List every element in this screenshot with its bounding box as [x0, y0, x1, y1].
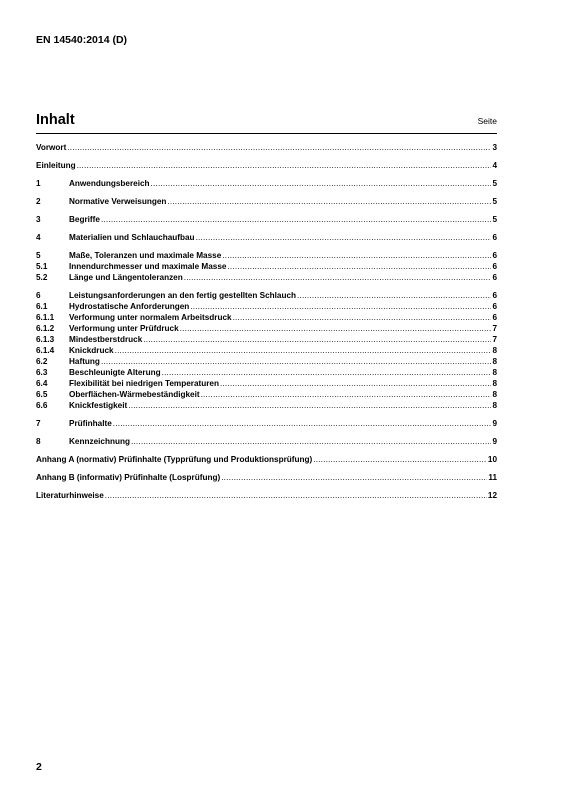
toc-entry[interactable] [36, 400, 497, 411]
toc-leader-dots [128, 400, 491, 411]
toc-entry-number: 7 [36, 419, 41, 428]
toc-entry[interactable] [36, 345, 497, 356]
toc-entry[interactable] [36, 261, 497, 272]
toc-entry-title: Mindestberstdruck [69, 335, 143, 344]
toc-entry-page: 6 [492, 262, 497, 271]
toc-leader-dots [151, 178, 492, 189]
toc-entry-page: 9 [492, 419, 497, 428]
toc-heading: Inhalt [36, 112, 75, 128]
toc-entry-page: 6 [492, 313, 497, 322]
toc-entry-number: 6.4 [36, 379, 48, 388]
toc-leader-dots [115, 345, 492, 356]
toc-entry[interactable] [36, 290, 497, 301]
toc-entry-number: 6.1.2 [36, 324, 55, 333]
toc-entry-title: Haftung [69, 357, 100, 366]
toc-entry[interactable] [36, 250, 497, 261]
toc-entry[interactable] [36, 334, 497, 345]
toc-entry-title: Knickfestigkeit [69, 401, 128, 410]
toc-entry-page: 8 [492, 368, 497, 377]
toc-leader-dots [222, 250, 491, 261]
toc-entry-page: 9 [492, 437, 497, 446]
toc-entry-page: 11 [488, 473, 497, 482]
table-of-contents [36, 142, 497, 501]
toc-entry[interactable] [36, 232, 497, 243]
toc-entry-page: 3 [492, 143, 497, 152]
toc-entry-title: Knickdruck [69, 346, 114, 355]
toc-entry-number: 6.2 [36, 357, 48, 366]
toc-entry-number: 6.1.4 [36, 346, 55, 355]
toc-leader-dots [227, 261, 491, 272]
toc-entry-title: Begriffe [69, 215, 100, 224]
toc-entry-page: 6 [492, 233, 497, 242]
toc-leader-dots [221, 472, 487, 483]
page-column-label: Seite [477, 116, 497, 126]
toc-entry-number: 1 [36, 179, 41, 188]
toc-entry-title: Anhang A (normativ) Prüfinhalte (Typprüfung und Produktionsprüfung) [36, 455, 313, 464]
toc-leader-dots [101, 214, 492, 225]
toc-entry[interactable] [36, 378, 497, 389]
toc-leader-dots [196, 232, 492, 243]
toc-entry-title: Vorwort [36, 143, 67, 152]
toc-entry[interactable] [36, 312, 497, 323]
toc-entry-page: 6 [492, 291, 497, 300]
toc-entry-title: Einleitung [36, 161, 76, 170]
toc-entry-page: 8 [492, 390, 497, 399]
toc-entry-title: Anhang B (informativ) Prüfinhalte (Losprüfung) [36, 473, 221, 482]
toc-entry-number: 5 [36, 251, 41, 260]
toc-entry[interactable] [36, 160, 497, 171]
toc-entry-title: Hydrostatische Anforderungen [69, 302, 190, 311]
toc-entry-page: 8 [492, 379, 497, 388]
toc-entry-page: 5 [492, 215, 497, 224]
toc-entry-page: 5 [492, 197, 497, 206]
toc-entry-number: 5.2 [36, 273, 48, 282]
toc-leader-dots [105, 490, 487, 501]
toc-leader-dots [143, 334, 491, 345]
toc-leader-dots [101, 356, 492, 367]
page-number: 2 [36, 761, 42, 773]
toc-leader-dots [313, 454, 487, 465]
toc-entry-title: Leistungsanforderungen an den fertig gestellten Schlauch [69, 291, 297, 300]
toc-entry[interactable] [36, 454, 497, 465]
toc-divider [36, 133, 497, 134]
toc-leader-dots [190, 301, 491, 312]
toc-entry-title: Normative Verweisungen [69, 197, 167, 206]
toc-entry-page: 7 [492, 335, 497, 344]
toc-entry-page: 12 [487, 491, 497, 500]
toc-entry[interactable] [36, 178, 497, 189]
toc-entry[interactable] [36, 490, 497, 501]
toc-entry-number: 8 [36, 437, 41, 446]
toc-entry[interactable] [36, 418, 497, 429]
toc-leader-dots [180, 323, 492, 334]
toc-entry-page: 5 [492, 179, 497, 188]
toc-leader-dots [233, 312, 492, 323]
toc-entry-title: Anwendungsbereich [69, 179, 150, 188]
toc-leader-dots [162, 367, 492, 378]
toc-leader-dots [184, 272, 492, 283]
toc-entry-number: 6.6 [36, 401, 48, 410]
toc-entry-number: 6.1 [36, 302, 48, 311]
toc-entry-page: 6 [492, 273, 497, 282]
toc-entry-number: 6.1.1 [36, 313, 55, 322]
toc-entry-title: Prüfinhalte [69, 419, 112, 428]
toc-entry-number: 5.1 [36, 262, 48, 271]
toc-entry[interactable] [36, 142, 497, 153]
toc-entry-number: 4 [36, 233, 41, 242]
toc-entry[interactable] [36, 356, 497, 367]
toc-entry-number: 6.5 [36, 390, 48, 399]
toc-entry-number: 3 [36, 215, 41, 224]
toc-entry-title: Maße, Toleranzen und maximale Masse [69, 251, 222, 260]
toc-leader-dots [201, 389, 492, 400]
toc-entry-page: 10 [487, 455, 497, 464]
toc-entry-title: Innendurchmesser und maximale Masse [69, 262, 227, 271]
toc-entry-page: 6 [492, 302, 497, 311]
toc-entry[interactable] [36, 272, 497, 283]
toc-entry-title: Kennzeichnung [69, 437, 130, 446]
toc-entry-title: Materialien und Schlauchaufbau [69, 233, 195, 242]
toc-leader-dots [67, 142, 491, 153]
toc-entry-title: Verformung unter Prüfdruck [69, 324, 179, 333]
toc-entry-page: 6 [492, 251, 497, 260]
toc-entry-number: 6 [36, 291, 41, 300]
toc-entry-title: Länge und Längentoleranzen [69, 273, 183, 282]
toc-leader-dots [77, 160, 492, 171]
toc-entry-title: Literaturhinweise [36, 491, 104, 500]
toc-entry-page: 8 [492, 357, 497, 366]
toc-entry[interactable] [36, 472, 497, 483]
document-header: EN 14540:2014 (D) [36, 34, 128, 46]
toc-entry[interactable] [36, 214, 497, 225]
toc-leader-dots [113, 418, 492, 429]
toc-entry-page: 4 [492, 161, 497, 170]
toc-entry[interactable] [36, 323, 497, 334]
toc-entry-title: Verformung unter normalem Arbeitsdruck [69, 313, 232, 322]
toc-leader-dots [297, 290, 491, 301]
toc-leader-dots [167, 196, 491, 207]
toc-entry[interactable] [36, 436, 497, 447]
toc-entry-number: 2 [36, 197, 41, 206]
toc-leader-dots [220, 378, 491, 389]
toc-entry[interactable] [36, 301, 497, 312]
toc-entry-page: 7 [492, 324, 497, 333]
toc-entry-number: 6.1.3 [36, 335, 55, 344]
toc-entry-page: 8 [492, 346, 497, 355]
toc-entry[interactable] [36, 196, 497, 207]
toc-entry-title: Flexibilität bei niedrigen Temperaturen [69, 379, 219, 388]
toc-leader-dots [131, 436, 491, 447]
toc-entry-page: 8 [492, 401, 497, 410]
toc-entry-title: Oberflächen-Wärmebeständigkeit [69, 390, 200, 399]
toc-entry-title: Beschleunigte Alterung [69, 368, 161, 377]
toc-entry[interactable] [36, 367, 497, 378]
toc-entry-number: 6.3 [36, 368, 48, 377]
toc-entry[interactable] [36, 389, 497, 400]
